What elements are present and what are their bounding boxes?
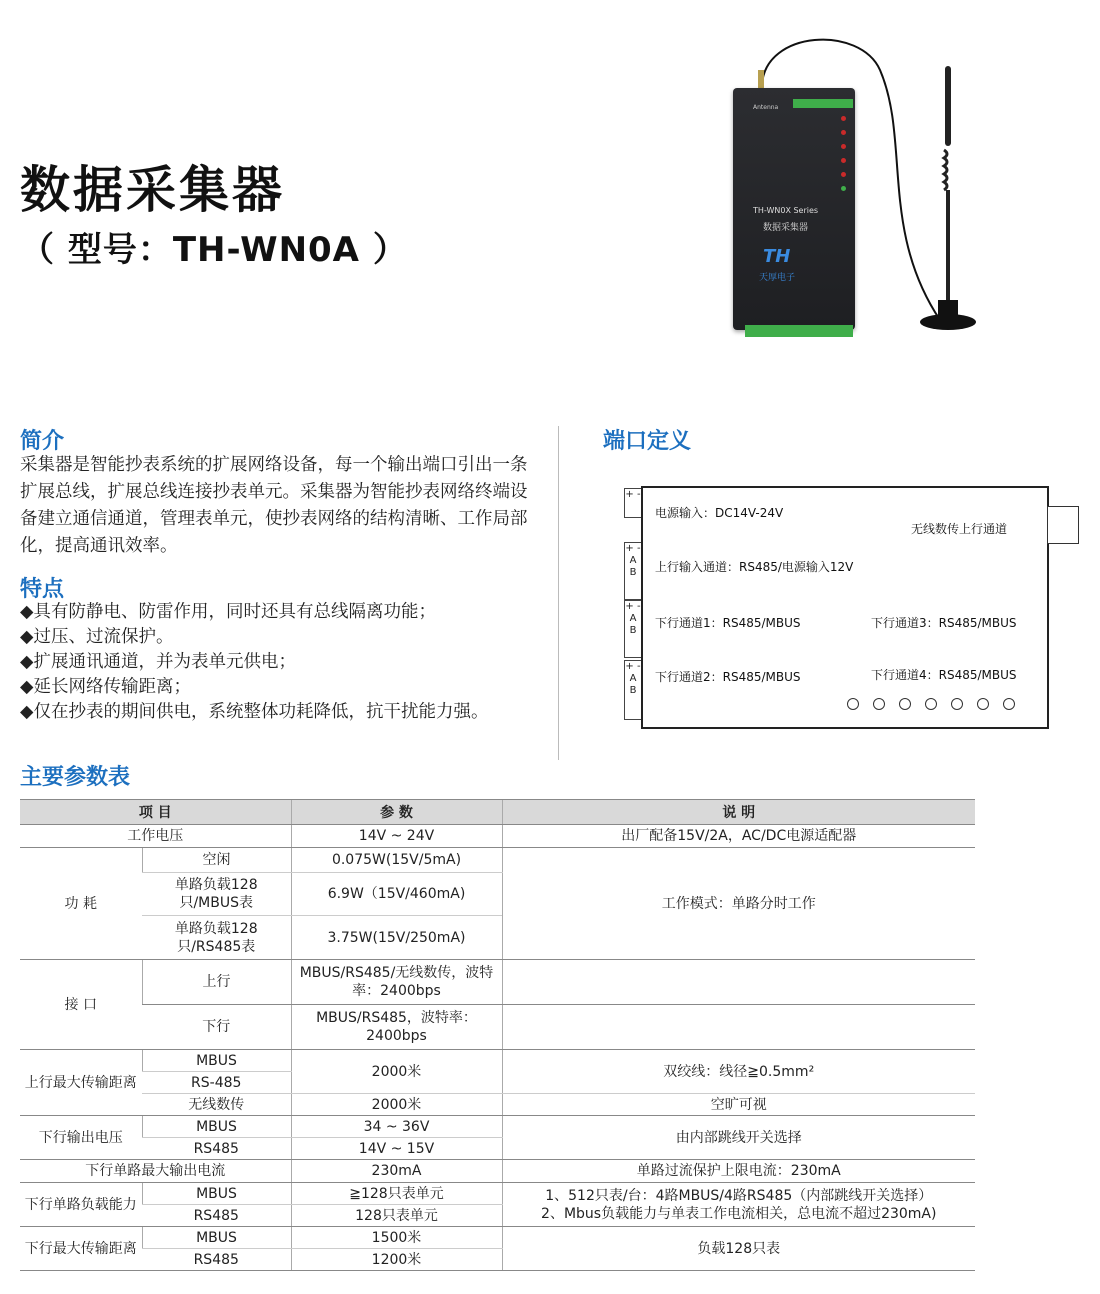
up-dist-wireless-desc: 空旷可视: [502, 1094, 975, 1116]
out-volt-desc: 由内部跳线开关选择: [502, 1116, 975, 1160]
antenna-port-label: Antenna: [753, 104, 779, 111]
device-product-label: 数据采集器: [763, 223, 809, 233]
iface-sub-param: MBUS/RS485，波特率：2400bps: [291, 1005, 502, 1050]
voltage-desc: 出厂配备15V/2A，AC/DC电源适配器: [502, 825, 975, 848]
wireless-uplink-label: 无线数传上行通道: [911, 522, 1008, 536]
led-indicator: [841, 158, 846, 163]
table-row: [20, 825, 975, 848]
port-diagram: [641, 486, 1049, 729]
up-dist-wireless-param: 2000米: [291, 1094, 502, 1116]
intro-heading: 简介: [20, 429, 65, 454]
led-indicator: [841, 116, 846, 121]
table-row: [20, 848, 975, 873]
load-item: 下行单路负载能力: [20, 1183, 142, 1227]
voltage-item: 工作电压: [20, 825, 291, 848]
table-row: [20, 1005, 975, 1050]
params-heading: 主要参数表: [20, 765, 131, 790]
table-row: [20, 1094, 975, 1116]
terminal-block-bottom: [745, 325, 853, 337]
ports-heading: 端口定义: [603, 429, 692, 454]
device-brand: 天厚电子: [759, 273, 796, 283]
out-volt-sub-param: 14V ~ 15V: [291, 1138, 502, 1160]
load-sub-label: MBUS: [142, 1183, 291, 1205]
params-table: [20, 799, 975, 1271]
up-dist-sub-label: 无线数传: [142, 1094, 291, 1116]
table-row: [20, 1227, 975, 1249]
header-item: 项 目: [20, 800, 291, 825]
device-logo: TH: [763, 246, 791, 267]
up-dist-item: 上行最大传输距离: [20, 1050, 142, 1116]
antenna-connector: [1047, 506, 1079, 544]
table-row: [20, 1116, 975, 1138]
down-dist-sub-label: RS485: [142, 1249, 291, 1271]
iface-sub-label: 上行: [142, 960, 291, 1005]
max-current-desc: 单路过流保护上限电流：230mA: [502, 1160, 975, 1183]
terminal-block-top: [793, 99, 853, 108]
iface-item: 接 口: [20, 960, 142, 1050]
led-indicator: [841, 144, 846, 149]
power-sub-param: 3.75W(15V/250mA): [291, 916, 502, 960]
out-volt-item: 下行输出电压: [20, 1116, 142, 1160]
led-indicator: [841, 172, 846, 177]
downlink-ch1-label: 下行通道1：RS485/MBUS: [655, 616, 801, 630]
feature-item: ◆扩展通讯通道，并为表单元供电；: [20, 652, 296, 672]
power-sub-param: 0.075W(15V/5mA): [291, 848, 502, 873]
header-param: 参 数: [291, 800, 502, 825]
iface-sub-label: 下行: [142, 1005, 291, 1050]
power-sub-label: 空闲: [142, 848, 291, 873]
feature-item: ◆具有防静电、防雷作用，同时还具有总线隔离功能；: [20, 602, 436, 622]
intro-text: 采集器是智能抄表系统的扩展网络设备，每一个输出端口引出一条扩展总线，扩展总线连接抄表单元。采集器为智能抄表网络终端设备建立通信通道，管理表单元，使抄表网络的结构清晰、工作局部化，提高通讯效率。: [20, 455, 528, 556]
load-desc: [502, 1183, 975, 1227]
up-dist-sub-label: MBUS: [142, 1050, 291, 1072]
led-indicator: [841, 186, 846, 191]
power-sub-param: 6.9W（15V/460mA): [291, 873, 502, 916]
channel1-terminal: + - A B: [624, 600, 642, 658]
header-desc: 说 明: [502, 800, 975, 825]
out-volt-sub-label: MBUS: [142, 1116, 291, 1138]
led-circle: [1003, 698, 1015, 710]
led-circle: [925, 698, 937, 710]
down-dist-sub-label: MBUS: [142, 1227, 291, 1249]
feature-item: ◆过压、过流保护。: [20, 627, 174, 647]
up-dist-sub-label: RS-485: [142, 1072, 291, 1094]
power-item: 功 耗: [20, 848, 142, 960]
table-row: [20, 1160, 975, 1183]
downlink-ch2-label: 下行通道2：RS485/MBUS: [655, 670, 801, 684]
feature-item: ◆仅在抄表的期间供电，系统整体功耗降低，抗干扰能力强。: [20, 702, 489, 722]
uplink-input-label: 上行输入通道：RS485/电源输入12V: [655, 560, 854, 574]
power-desc: 工作模式：单路分时工作: [502, 848, 975, 960]
downlink-ch3-label: 下行通道3：RS485/MBUS: [871, 616, 1017, 630]
load-sub-label: RS485: [142, 1205, 291, 1227]
led-circle: [977, 698, 989, 710]
power-input-label: 电源输入：DC14V-24V: [655, 506, 784, 520]
down-dist-sub-param: 1500米: [291, 1227, 502, 1249]
led-indicator: [841, 130, 846, 135]
iface-sub-param: MBUS/RS485/无线数传，波特率：2400bps: [291, 960, 502, 1005]
iface-desc-empty: [502, 1005, 975, 1050]
device-photo: [733, 88, 855, 330]
up-dist-wired-desc: 双绞线：线径≧0.5mm²: [502, 1050, 975, 1094]
power-sub-label: 单路负载128只/RS485表: [142, 916, 291, 960]
table-row: [20, 1183, 975, 1205]
feature-item: ◆延长网络传输距离；: [20, 677, 191, 697]
load-sub-param: 128只表单元: [291, 1205, 502, 1227]
down-dist-item: 下行最大传输距离: [20, 1227, 142, 1271]
led-circle: [951, 698, 963, 710]
power-terminal: + -: [624, 488, 642, 518]
feature-list: [20, 600, 550, 725]
page-title: 数据采集器: [20, 161, 285, 219]
model-subtitle: （ 型号：TH-WN0A ）: [20, 230, 408, 270]
column-divider: [558, 426, 559, 760]
max-current-param: 230mA: [291, 1160, 502, 1183]
load-desc-line: 1、512只表/台：4路MBUS/4路RS485（内部跳线开关选择）: [545, 1187, 933, 1204]
table-header-row: [20, 800, 975, 825]
down-dist-desc: 负载128只表: [502, 1227, 975, 1271]
out-volt-sub-param: 34 ~ 36V: [291, 1116, 502, 1138]
out-volt-sub-label: RS485: [142, 1138, 291, 1160]
max-current-item: 下行单路最大输出电流: [20, 1160, 291, 1183]
load-sub-param: ≧128只表单元: [291, 1183, 502, 1205]
voltage-param: 14V ~ 24V: [291, 825, 502, 848]
table-row: [20, 960, 975, 1005]
table-row: [20, 1050, 975, 1072]
led-circle: [873, 698, 885, 710]
channel2-terminal: + - A B: [624, 660, 642, 720]
down-dist-sub-param: 1200米: [291, 1249, 502, 1271]
load-desc-line: 2、Mbus负载能力与单表工作电流相关，总电流不超过230mA): [541, 1205, 937, 1222]
features-heading: 特点: [20, 577, 65, 602]
power-sub-label: 单路负载128只/MBUS表: [142, 873, 291, 916]
uplink-terminal: + - A B: [624, 542, 642, 600]
device-series-label: TH-WN0X Series: [753, 206, 819, 215]
led-circle: [847, 698, 859, 710]
downlink-ch4-label: 下行通道4：RS485/MBUS: [871, 668, 1017, 682]
iface-desc-empty: [502, 960, 975, 1005]
led-circle: [899, 698, 911, 710]
up-dist-wired-param: 2000米: [291, 1050, 502, 1094]
